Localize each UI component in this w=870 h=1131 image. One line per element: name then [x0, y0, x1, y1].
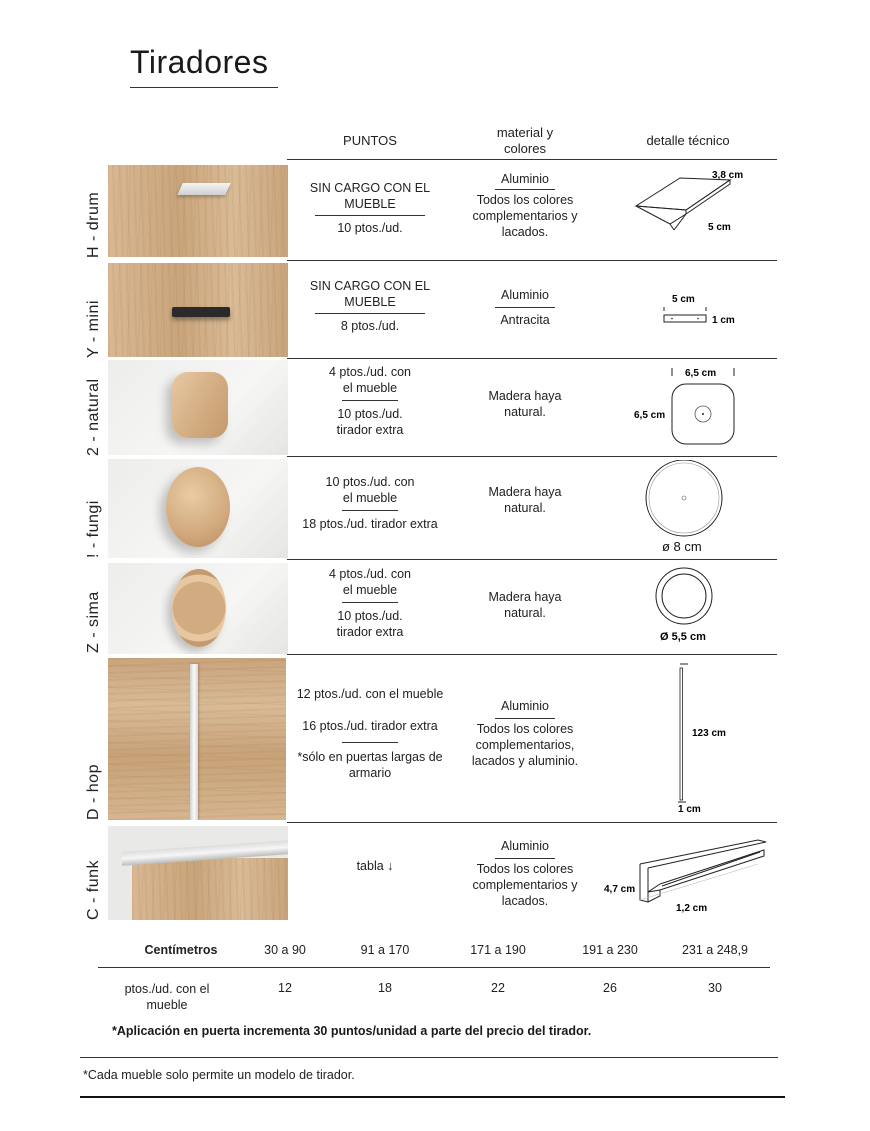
note-door-application: *Aplicación en puerta incrementa 30 puntos/unidad a parte del precio del tirador.	[112, 1024, 592, 1038]
photo-y-mini	[108, 263, 288, 357]
title-underline	[130, 87, 278, 88]
dim-label: 6,5 cm	[685, 368, 717, 379]
puntos-line: 4 ptos./ud. con el mueble	[328, 365, 411, 395]
material-line: Aluminio	[501, 288, 549, 302]
table-cell-range: 231 a 248,9	[681, 943, 749, 957]
dim-label: 1,2 cm	[676, 903, 708, 914]
material-line: Aluminio	[501, 172, 549, 186]
note-divider	[80, 1057, 778, 1058]
table-cell-range: 91 a 170	[360, 943, 410, 957]
header-material: material y colores	[496, 125, 554, 156]
divider	[315, 313, 425, 314]
row-label-c-funk: C - funk	[85, 859, 102, 920]
divider	[495, 718, 555, 719]
note-footer: *Cada mueble solo permite un modelo de tirador.	[83, 1068, 355, 1082]
puntos-line: 10 ptos./ud. tirador extra	[336, 407, 404, 437]
row-label-z-sima: Z - sima	[85, 591, 102, 653]
material-d-hop	[465, 698, 585, 769]
material-fungi: Madera haya natural.	[488, 485, 562, 515]
puntos-line: SIN CARGO CON EL MUEBLE	[309, 181, 431, 211]
puntos-line: 10 ptos./ud. con el mueble	[325, 475, 415, 505]
table-cell-range: 191 a 230	[582, 943, 638, 957]
divider	[495, 307, 555, 308]
table-cell-points: 18	[378, 981, 392, 995]
row-divider	[287, 456, 777, 457]
puntos-d-hop	[288, 686, 452, 781]
photo-z-sima	[108, 563, 288, 654]
dim-label: 3,8 cm	[712, 170, 744, 181]
row-divider	[287, 358, 777, 359]
footer-rule	[80, 1096, 785, 1098]
tech-drawing-y-mini	[650, 288, 750, 333]
material-c-funk	[465, 838, 585, 909]
table-divider	[98, 967, 770, 968]
table-cell-points: 26	[603, 981, 617, 995]
dim-label: 1 cm	[712, 315, 735, 326]
table-cell-points: 22	[491, 981, 505, 995]
material-z-sima: Madera haya natural.	[488, 590, 562, 620]
row-label-y-mini: Y - mini	[85, 300, 102, 358]
row-label-h-drum: H - drum	[85, 191, 102, 258]
row-divider	[287, 822, 777, 823]
row-label-fungi: ! - fungi	[85, 500, 102, 558]
header-puntos: PUNTOS	[343, 133, 397, 148]
material-line: Aluminio	[501, 839, 549, 853]
tech-drawing-d-hop	[670, 660, 750, 820]
material-y-mini	[465, 287, 585, 328]
puntos-line: 10 ptos./ud. tirador extra	[336, 609, 404, 639]
puntos-line: *sólo en puertas largas de armario	[297, 750, 443, 780]
dim-label: ø 8 cm	[662, 539, 702, 554]
row-divider	[287, 260, 777, 261]
puntos-line: 8 ptos./ud.	[340, 319, 400, 333]
tech-drawing-2-natural	[630, 364, 750, 454]
tech-drawing-fungi	[640, 460, 740, 556]
puntos-c-funk: tabla ↓	[356, 859, 394, 873]
row-divider	[287, 159, 777, 160]
puntos-h-drum	[300, 180, 440, 236]
dim-label: 4,7 cm	[604, 884, 636, 895]
divider	[342, 510, 398, 511]
row-divider	[287, 559, 777, 560]
page-title: Tiradores	[130, 44, 269, 80]
table-row2-label: ptos./ud. con el mueble	[124, 982, 210, 1012]
puntos-2-natural	[300, 364, 440, 438]
puntos-fungi	[296, 474, 444, 532]
dim-label: Ø 5,5 cm	[660, 631, 706, 643]
divider	[342, 602, 398, 603]
divider	[495, 858, 555, 859]
tech-drawing-z-sima	[650, 566, 750, 646]
divider	[315, 215, 425, 216]
photo-2-natural	[108, 360, 288, 455]
divider	[495, 189, 555, 190]
material-line: Aluminio	[501, 699, 549, 713]
material-line: Todos los colores complementarios y lacados.	[472, 862, 578, 908]
row-label-d-hop: D - hop	[85, 764, 102, 820]
material-line: Todos los colores complementarios y lacados.	[472, 193, 578, 239]
dim-label: 123 cm	[692, 728, 726, 739]
puntos-line: 18 ptos./ud. tirador extra	[302, 517, 438, 531]
material-line: Todos los colores complementarios, lacados y aluminio.	[471, 722, 579, 768]
row-label-2-natural: 2 - natural	[85, 378, 102, 456]
table-cell-range: 30 a 90	[264, 943, 306, 957]
table-cell-points: 12	[278, 981, 292, 995]
dim-label: 5 cm	[708, 222, 731, 233]
photo-fungi	[108, 459, 288, 558]
tech-drawing-h-drum	[630, 168, 770, 238]
puntos-z-sima	[300, 566, 440, 640]
photo-h-drum	[108, 165, 288, 257]
table-cell-points: 30	[708, 981, 722, 995]
header-detalle: detalle técnico	[646, 133, 730, 148]
puntos-line: 4 ptos./ud. con el mueble	[328, 567, 411, 597]
photo-c-funk	[108, 826, 288, 920]
material-h-drum	[465, 171, 585, 240]
divider	[342, 400, 398, 401]
puntos-y-mini	[300, 278, 440, 334]
table-cell-range: 171 a 190	[470, 943, 526, 957]
tech-drawing-c-funk	[600, 834, 770, 924]
puntos-line: SIN CARGO CON EL MUEBLE	[309, 279, 431, 309]
puntos-line: 10 ptos./ud.	[337, 221, 403, 235]
puntos-line: 16 ptos./ud. tirador extra	[302, 719, 438, 733]
photo-d-hop	[108, 658, 286, 820]
material-line: Antracita	[500, 313, 550, 327]
dim-label: 5 cm	[672, 294, 695, 305]
material-2-natural: Madera haya natural.	[488, 389, 562, 419]
row-divider	[287, 654, 777, 655]
divider	[342, 742, 398, 743]
table-row1-label: Centímetros	[144, 943, 218, 957]
dim-label: 6,5 cm	[634, 410, 666, 421]
puntos-line: 12 ptos./ud. con el mueble	[296, 687, 444, 701]
dim-label: 1 cm	[678, 804, 701, 815]
